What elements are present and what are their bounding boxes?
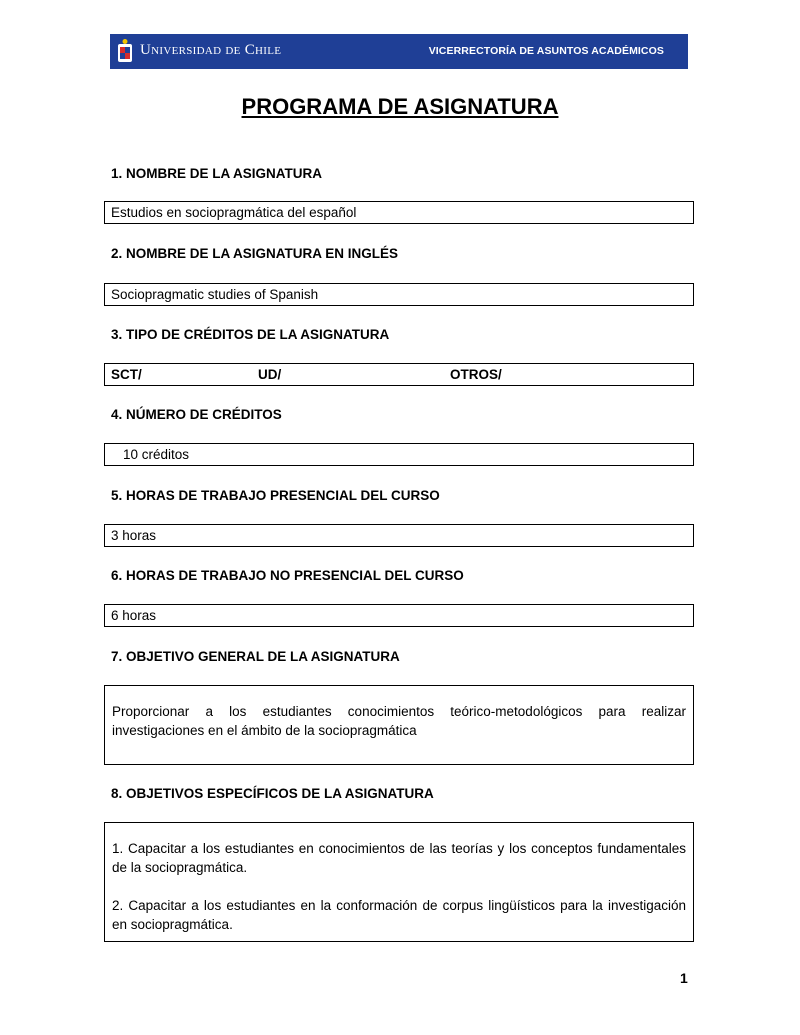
course-name-english-value: Sociopragmatic studies of Spanish bbox=[111, 287, 319, 302]
in-person-hours-box bbox=[104, 524, 694, 547]
section-heading-course-name: 1. NOMBRE DE LA ASIGNATURA bbox=[111, 166, 323, 181]
section-heading-general-objective: 7. OBJETIVO GENERAL DE LA ASIGNATURA bbox=[111, 649, 400, 664]
specific-objective-item: 1. Capacitar a los estudiantes en conocimientos de las teorías y los conceptos fundamentales de la sociopragmática. bbox=[112, 841, 686, 875]
credit-type-box bbox=[104, 363, 694, 386]
credit-type-row bbox=[105, 364, 693, 385]
office-name: VICERRECTORÍA DE ASUNTOS ACADÉMICOS bbox=[428, 45, 664, 57]
in-person-hours-value: 3 horas bbox=[111, 528, 157, 543]
header-banner bbox=[110, 34, 688, 69]
general-objective-text: Proporcionar a los estudiantes conocimientos teórico-metodológicos para realizar investigaciones en el ámbito de la sociopragmática bbox=[112, 704, 686, 738]
section-heading-credit-count: 4. NÚMERO DE CRÉDITOS bbox=[111, 407, 282, 422]
section-heading-in-person-hours: 5. HORAS DE TRABAJO PRESENCIAL DEL CURSO bbox=[111, 488, 440, 503]
general-objective-box bbox=[104, 685, 694, 765]
institution-name: Universidad de Chile bbox=[140, 42, 282, 58]
section-heading-specific-objectives: 8. OBJETIVOS ESPECÍFICOS DE LA ASIGNATURA bbox=[111, 786, 434, 801]
credit-type-otros: OTROS/ bbox=[450, 367, 502, 382]
university-crest-icon bbox=[116, 38, 134, 65]
specific-objective-item: 2. Capacitar a los estudiantes en la conformación de corpus lingüísticos para la investigación en sociopragmática. bbox=[112, 898, 686, 932]
section-heading-credit-type: 3. TIPO DE CRÉDITOS DE LA ASIGNATURA bbox=[111, 327, 390, 342]
section-heading-remote-hours: 6. HORAS DE TRABAJO NO PRESENCIAL DEL CURSO bbox=[111, 568, 464, 583]
credit-count-box bbox=[104, 443, 694, 466]
remote-hours-box bbox=[104, 604, 694, 627]
course-name-english-box bbox=[104, 283, 694, 306]
course-name-box bbox=[104, 201, 694, 224]
credit-count-value: 10 créditos bbox=[123, 447, 190, 462]
credit-type-sct: SCT/ bbox=[111, 367, 142, 382]
course-name-value: Estudios en sociopragmática del español bbox=[111, 205, 357, 220]
credit-type-ud: UD/ bbox=[258, 367, 282, 382]
page-number: 1 bbox=[680, 970, 688, 986]
document-title: PROGRAMA DE ASIGNATURA bbox=[241, 94, 559, 119]
specific-objectives-box bbox=[104, 822, 694, 942]
remote-hours-value: 6 horas bbox=[111, 608, 157, 623]
section-heading-course-name-english: 2. NOMBRE DE LA ASIGNATURA EN INGLÉS bbox=[111, 246, 399, 261]
